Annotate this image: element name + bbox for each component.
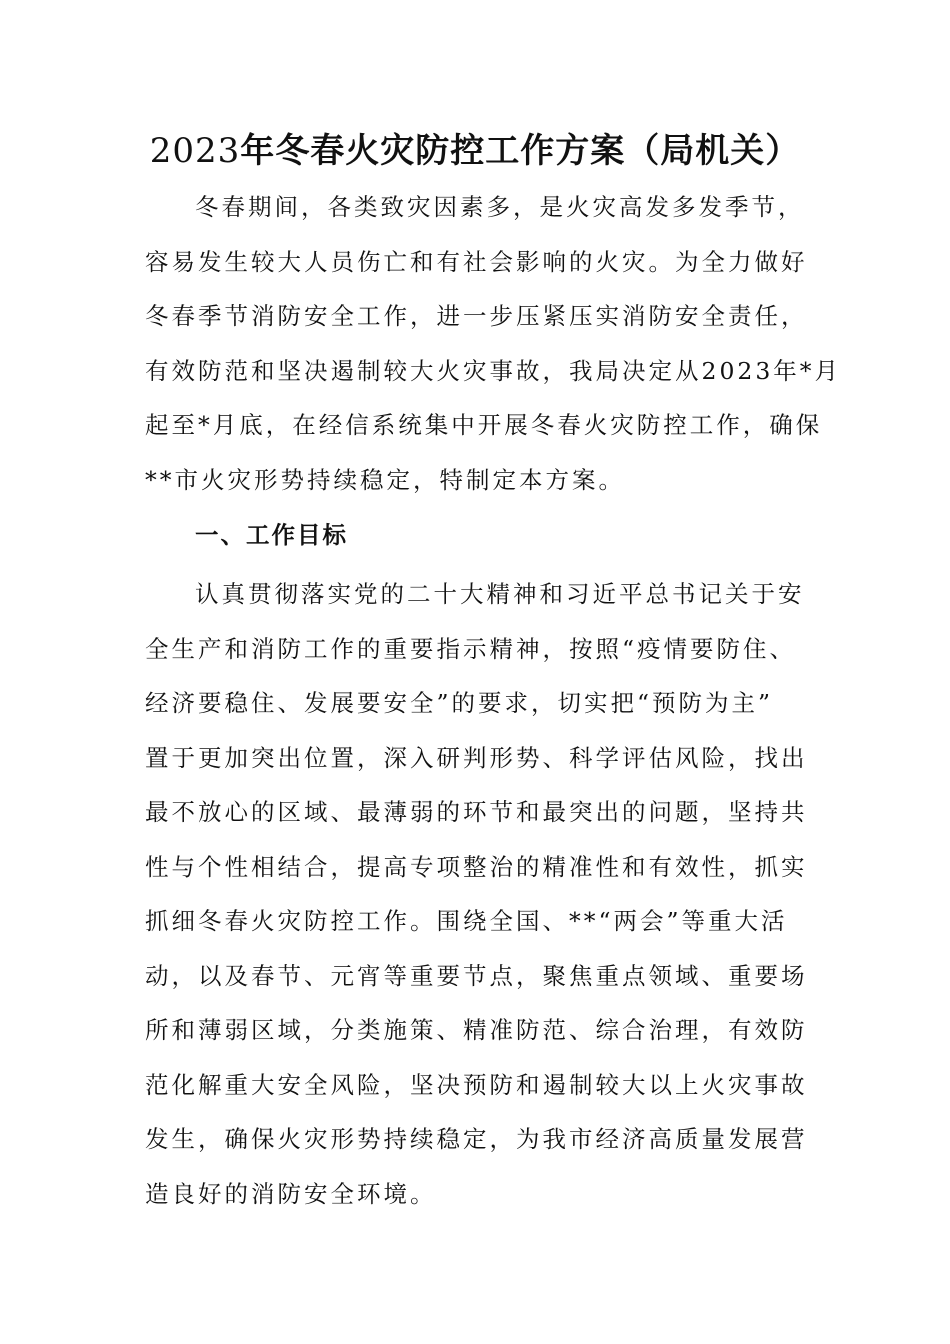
paragraph-line: 置于更加突出位置，深入研判形势、科学评估风险，找出 [145, 743, 808, 772]
paragraph-line: 最不放心的区域、最薄弱的环节和最突出的问题，坚持共 [145, 798, 808, 826]
paragraph-line: 冬春季节消防安全工作，进一步压紧压实消防安全责任， [145, 302, 808, 330]
section-paragraph [145, 567, 808, 1221]
paragraph-line: 动，以及春节、元宵等重要节点，聚焦重点领域、重要场 [145, 961, 808, 990]
intro-paragraph [145, 180, 842, 507]
document-title [0, 126, 950, 176]
paragraph-line: 经济要稳住、发展要安全”的要求，切实把“预防为主” [145, 689, 774, 717]
paragraph-line: 范化解重大安全风险，坚决预防和遏制较大以上火灾事故 [145, 1070, 808, 1099]
paragraph-line: 全生产和消防工作的重要指示精神，按照“疫情要防住、 [145, 634, 797, 663]
section-heading: 一、工作目标 [195, 521, 348, 549]
paragraph-line: 发生，确保火灾形势持续稳定，为我市经济高质量发展营 [145, 1125, 808, 1153]
paragraph-line: 起至*月底，在经信系统集中开展冬春火灾防控工作，确保 [145, 411, 823, 439]
paragraph-line: 性与个性相结合，提高专项整治的精准性和有效性，抓实 [145, 852, 808, 881]
paragraph-line: 所和薄弱区域，分类施策、精准防范、综合治理，有效防 [145, 1016, 808, 1044]
paragraph-line: 冬春期间，各类致灾因素多，是火灾高发多发季节， [195, 193, 805, 221]
paragraph-line: 认真贯彻落实党的二十大精神和习近平总书记关于安 [195, 580, 805, 608]
paragraph-line: 造良好的消防安全环境。 [145, 1179, 437, 1208]
title-text: 年冬春火灾防控工作方案（局机关） [240, 131, 801, 171]
title-year: 2023 [149, 131, 241, 171]
paragraph-line: 有效防范和坚决遏制较大火灾事故，我局决定从2023年*月 [145, 356, 842, 385]
paragraph-line: **市火灾形势持续稳定，特制定本方案。 [145, 465, 625, 494]
paragraph-line: 容易发生较大人员伤亡和有社会影响的火灾。为全力做好 [145, 247, 808, 276]
paragraph-line: 抓细冬春火灾防控工作。围绕全国、**“两会”等重大活 [145, 907, 788, 935]
